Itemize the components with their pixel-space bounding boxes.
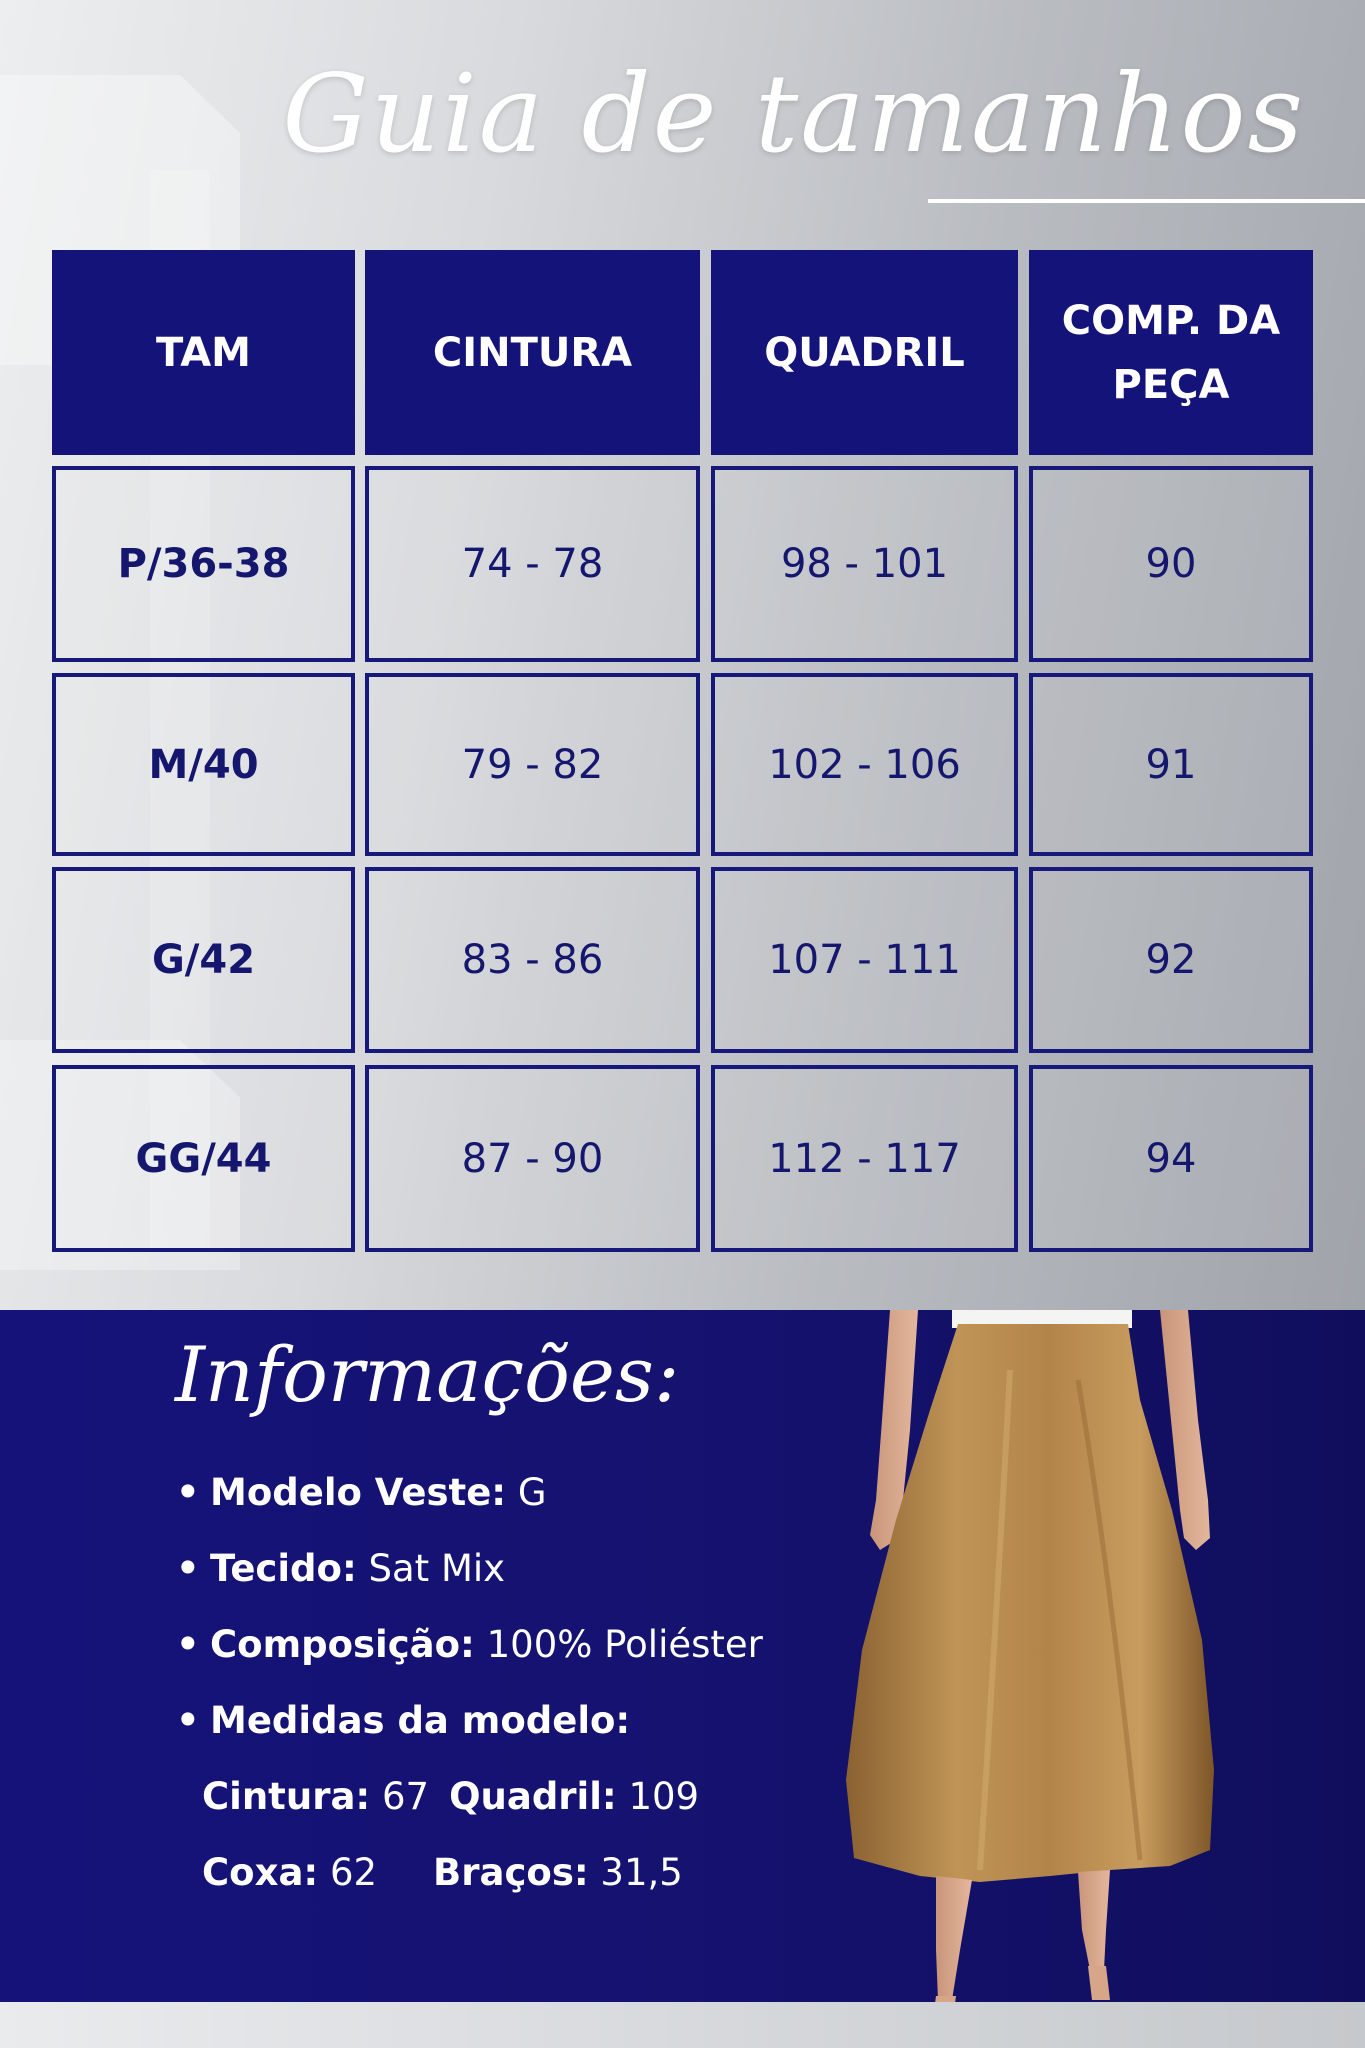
cell-cintura: 74 - 78 (365, 466, 700, 662)
info-list (176, 1455, 763, 1911)
list-item (176, 1455, 763, 1531)
title-underline (928, 199, 1365, 203)
header-tam: TAM (52, 250, 355, 455)
model-skirt-photo (810, 1310, 1250, 2030)
modelo-label: Modelo Veste: (210, 1471, 507, 1514)
cell-cintura: 83 - 86 (365, 867, 700, 1053)
composicao-value: 100% Poliéster (474, 1623, 763, 1666)
bracos-label: Braços: (433, 1851, 589, 1894)
list-item (176, 1683, 763, 1759)
quadril-value: 109 (616, 1775, 700, 1818)
info-title: Informações: (175, 1330, 680, 1419)
cell-cintura: 87 - 90 (365, 1065, 700, 1252)
cell-quadril: 98 - 101 (711, 466, 1018, 662)
bracos-value: 31,5 (588, 1851, 683, 1894)
modelo-value: G (506, 1471, 547, 1514)
cell-quadril: 102 - 106 (711, 673, 1018, 856)
quadril-label: Quadril: (449, 1775, 617, 1818)
list-item (176, 1531, 763, 1607)
page-title: Guia de tamanhos (282, 52, 1305, 177)
cell-size: GG/44 (52, 1065, 355, 1252)
right-leg-shape (1078, 1870, 1110, 1970)
cell-size: M/40 (52, 673, 355, 856)
cell-quadril: 107 - 111 (711, 867, 1018, 1053)
cell-size: P/36-38 (52, 466, 355, 662)
left-leg-shape (936, 1876, 972, 2000)
cell-comp: 91 (1029, 673, 1313, 856)
coxa-value: 62 (318, 1851, 378, 1894)
right-shoe-shape (1088, 1966, 1110, 2000)
cell-comp: 92 (1029, 867, 1313, 1053)
header-comp-peca: COMP. DA PEÇA (1029, 250, 1313, 455)
cell-size: G/42 (52, 867, 355, 1053)
list-item (176, 1607, 763, 1683)
tecido-value: Sat Mix (356, 1547, 506, 1590)
tecido-label: Tecido: (210, 1547, 357, 1590)
bottom-strip (0, 2002, 1365, 2048)
list-item (176, 1759, 763, 1835)
cell-cintura: 79 - 82 (365, 673, 700, 856)
cintura-value: 67 (370, 1775, 430, 1818)
cintura-label: Cintura: (202, 1775, 371, 1818)
list-item (176, 1835, 763, 1911)
cell-quadril: 112 - 117 (711, 1065, 1018, 1252)
header-quadril: QUADRIL (711, 250, 1018, 455)
cell-comp: 90 (1029, 466, 1313, 662)
composicao-label: Composição: (210, 1623, 475, 1666)
header-cintura: CINTURA (365, 250, 700, 455)
coxa-label: Coxa: (202, 1851, 319, 1894)
medidas-label: Medidas da modelo: (210, 1699, 631, 1742)
cell-comp: 94 (1029, 1065, 1313, 1252)
